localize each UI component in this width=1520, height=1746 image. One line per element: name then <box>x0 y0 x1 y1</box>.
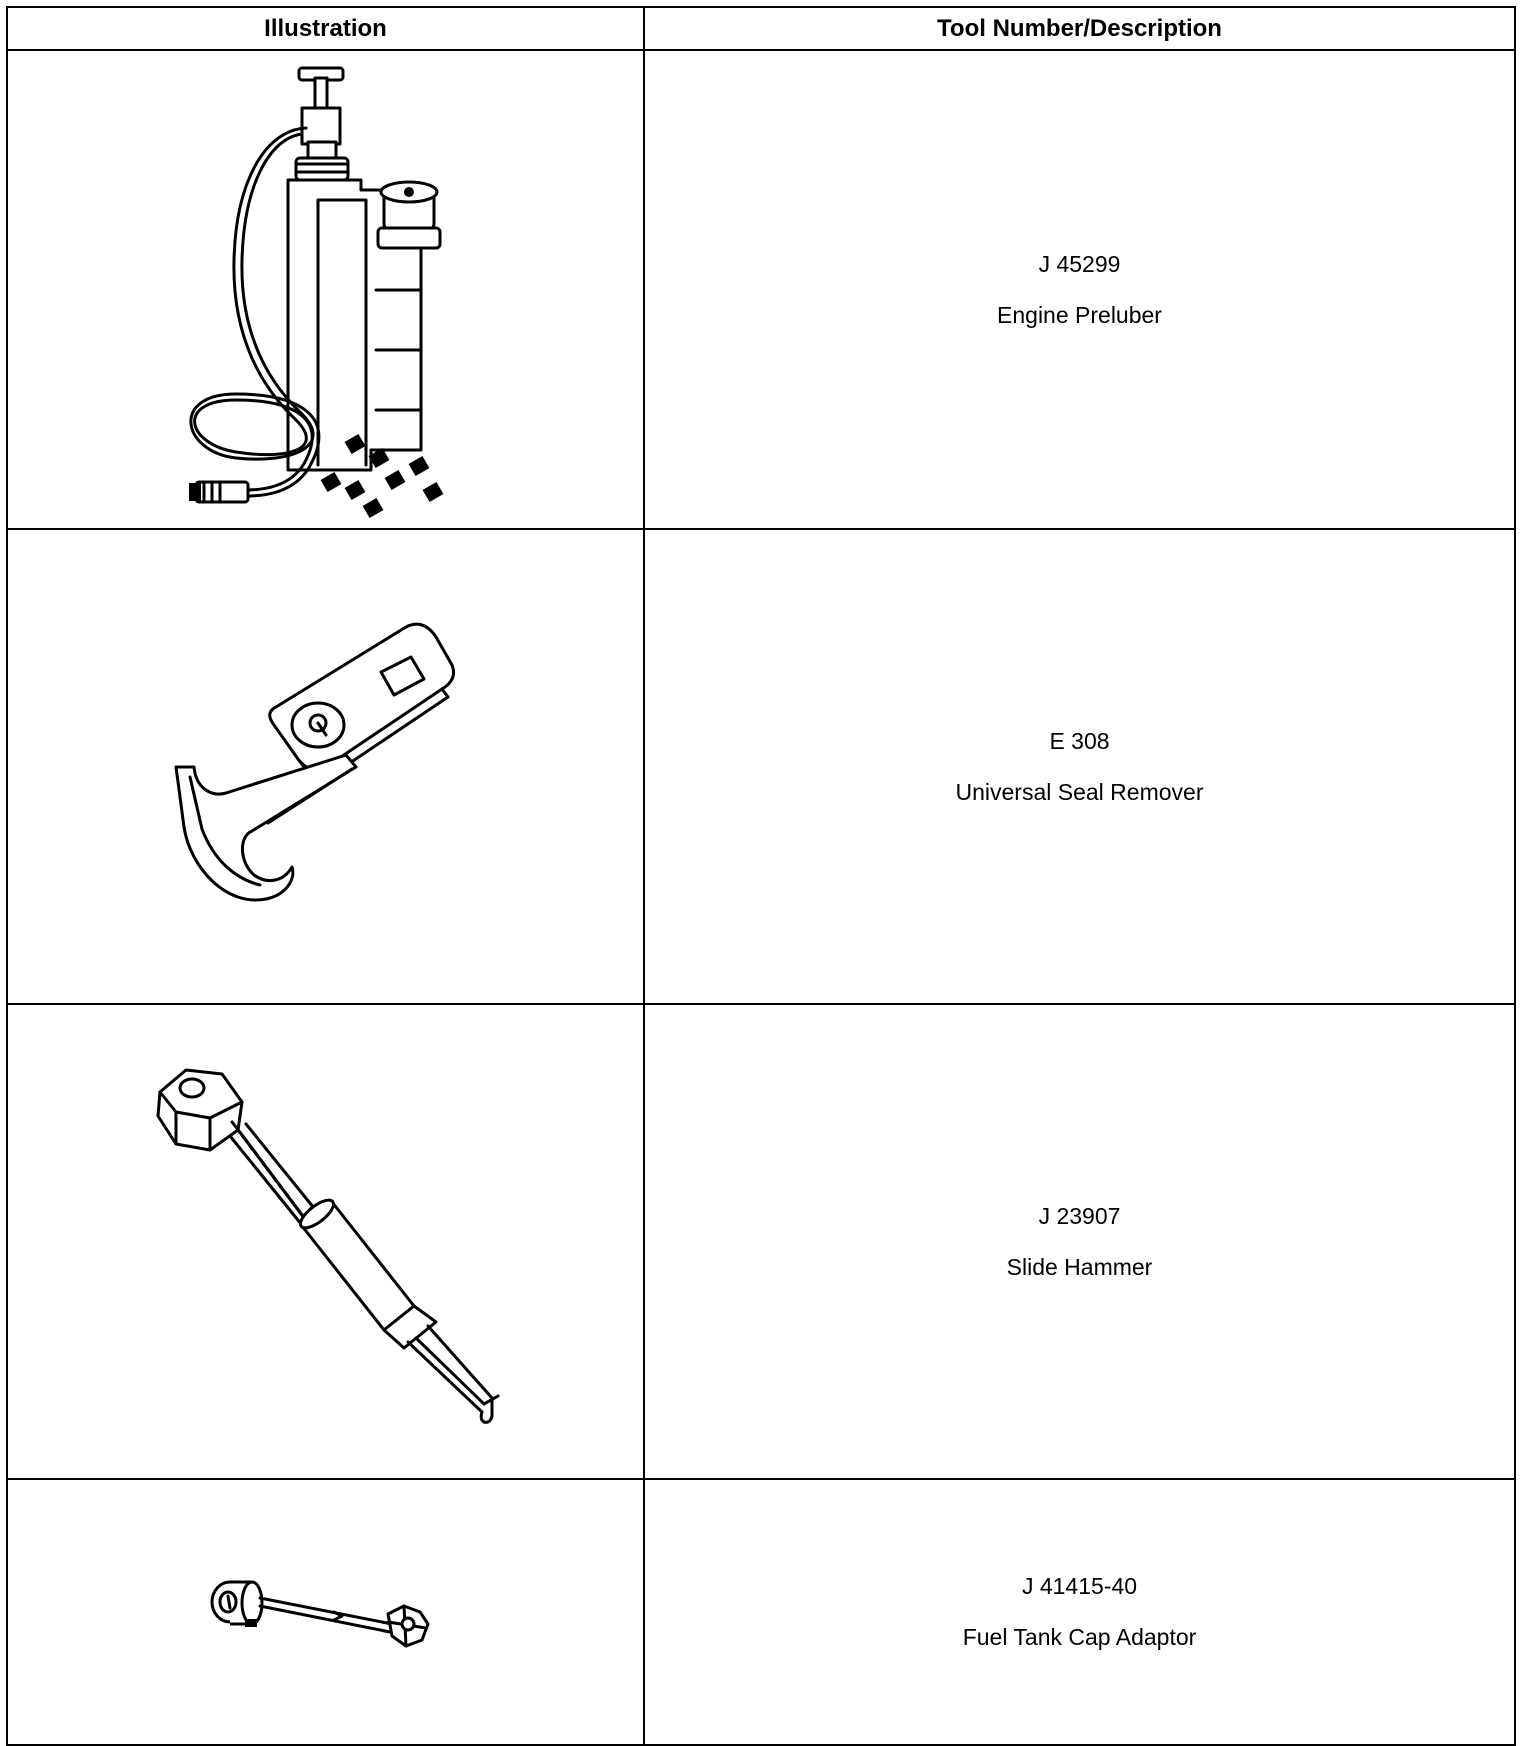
tool-number: J 45299 <box>1038 250 1121 277</box>
tool-number: E 308 <box>1049 727 1110 754</box>
table-row <box>7 1479 1515 1745</box>
tool-number: J 23907 <box>1038 1202 1121 1229</box>
fuel-cap-adaptor-illustration <box>206 1562 446 1662</box>
illustration-cell <box>7 1004 644 1479</box>
header-illustration: Illustration <box>7 7 644 50</box>
slide-hammer-illustration <box>146 1052 506 1432</box>
tool-description: Slide Hammer <box>1006 1253 1153 1280</box>
illustration-cell <box>7 1479 644 1745</box>
tool-description: Universal Seal Remover <box>955 778 1204 805</box>
seal-remover-illustration <box>156 617 496 917</box>
description-cell <box>644 529 1515 1004</box>
table-row <box>7 50 1515 529</box>
tool-description: Fuel Tank Cap Adaptor <box>962 1624 1197 1650</box>
header-row <box>7 7 1515 50</box>
engine-preluber-illustration <box>176 60 476 520</box>
tool-number: J 41415-40 <box>1021 1573 1138 1599</box>
description-cell <box>644 50 1515 529</box>
tool-description: Engine Preluber <box>997 301 1162 328</box>
table-row <box>7 529 1515 1004</box>
description-cell <box>644 1479 1515 1745</box>
description-cell <box>644 1004 1515 1479</box>
table-row <box>7 1004 1515 1479</box>
illustration-cell <box>7 529 644 1004</box>
special-tools-table <box>6 6 1516 1746</box>
illustration-cell <box>7 50 644 529</box>
header-tool-number-description: Tool Number/Description <box>644 7 1515 50</box>
